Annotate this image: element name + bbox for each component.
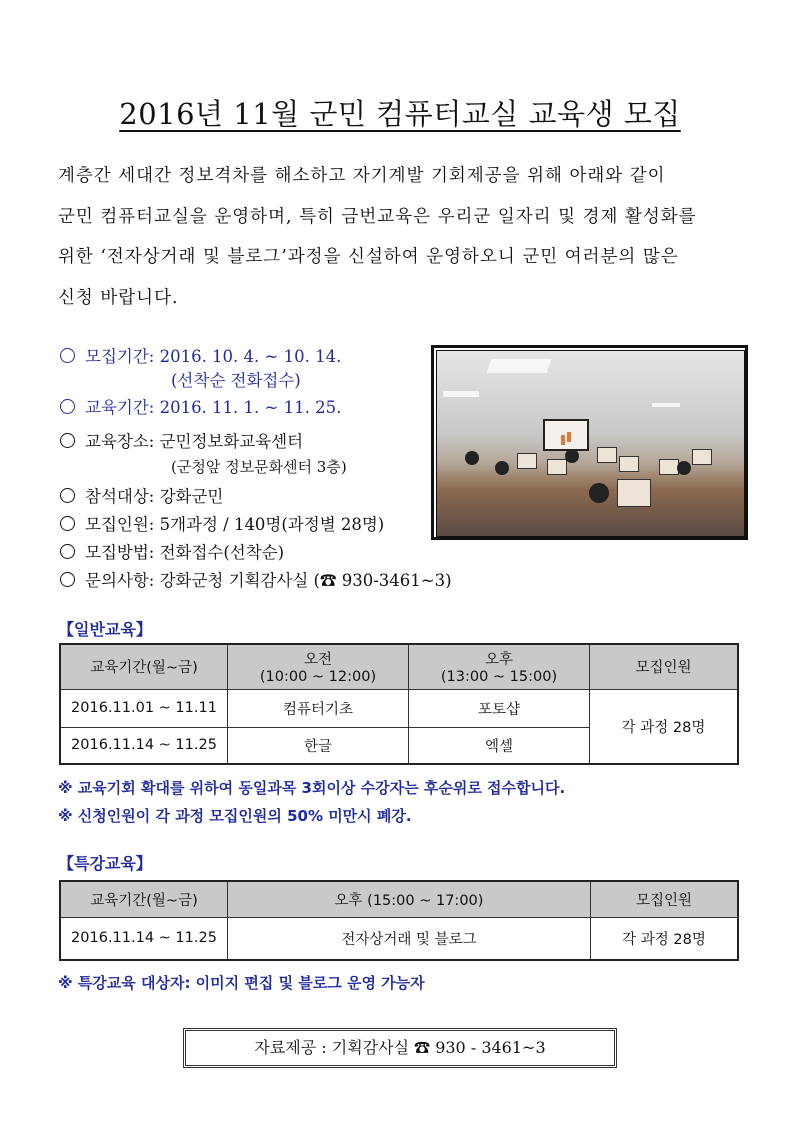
special-schedule-table — [59, 880, 739, 961]
header-afternoon: 오후 (13:00 ~ 15:00) — [409, 644, 590, 689]
footer-source-box — [183, 1028, 617, 1068]
info-contact: 문의사항: 강화군청 기획감사실 (☎ 930-3461~3) — [60, 567, 452, 591]
header-capacity: 모집인원 — [591, 881, 739, 917]
cell-morning-course: 컴퓨터기초 — [228, 689, 409, 727]
general-note-repeat: ※ 교육기회 확대를 위하여 동일과목 3회이상 수강자는 후순위로 접수합니다. — [58, 779, 566, 797]
intro-paragraph — [58, 156, 758, 318]
header-afternoon: 오후 (15:00 ~ 17:00) — [228, 881, 591, 917]
circle-bullet-icon — [60, 572, 75, 587]
info-recruit-note: (선착순 전화접수) — [171, 371, 301, 390]
header-period: 교육기간(월~금) — [60, 881, 228, 917]
header-morning: 오전 (10:00 ~ 12:00) — [228, 644, 409, 689]
info-capacity: 모집인원: 5개과정 / 140명(과정별 28명) — [60, 511, 384, 535]
cell-course: 전자상거래 및 블로그 — [228, 917, 591, 960]
cell-afternoon-course: 포토샵 — [409, 689, 590, 727]
intro-line: 신청 바랍니다. — [58, 287, 179, 308]
classroom-photo-image — [436, 350, 745, 537]
intro-line: 군민 컴퓨터교실을 운영하며, 특히 금번교육은 우리군 일자리 및 경제 활성화를 — [58, 206, 697, 227]
circle-bullet-icon — [60, 433, 75, 448]
info-location: 교육장소: 군민정보화교육센터 — [60, 428, 303, 452]
table-row — [60, 917, 738, 960]
cell-capacity: 각 과정 28명 — [590, 689, 739, 764]
general-note-cancel: ※ 신청인원이 각 과정 모집인원의 50% 미만시 폐강. — [58, 807, 412, 825]
special-note: ※ 특강교육 대상자: 이미지 편집 및 블로그 운영 가능자 — [58, 974, 425, 992]
circle-bullet-icon — [60, 488, 75, 503]
header-capacity: 모집인원 — [590, 644, 739, 689]
cell-period: 2016.11.14 ~ 11.25 — [60, 727, 228, 764]
page-title: 2016년 11월 군민 컴퓨터교실 교육생 모집 — [119, 97, 681, 131]
circle-bullet-icon — [60, 348, 75, 363]
intro-line: 위한 ‘전자상거래 및 블로그’과정을 신설하여 운영하오니 군민 여러분의 많은 — [58, 247, 679, 267]
circle-bullet-icon — [60, 544, 75, 559]
cell-morning-course: 한글 — [228, 727, 409, 764]
info-location-detail: (군청앞 정보문화센터 3층) — [171, 458, 347, 476]
cell-afternoon-course: 엑셀 — [409, 727, 590, 764]
special-section-heading: 【특강교육】 — [58, 854, 152, 873]
intro-line: 계층간 세대간 정보격차를 해소하고 자기계발 기회제공을 위해 아래와 같이 — [58, 166, 666, 186]
general-section-heading: 【일반교육】 — [58, 620, 152, 639]
info-edu-period: 교육기간: 2016. 11. 1. ~ 11. 25. — [60, 394, 341, 418]
cell-period: 2016.11.01 ~ 11.11 — [60, 689, 228, 727]
header-period: 교육기간(월~금) — [60, 644, 228, 689]
circle-bullet-icon — [60, 516, 75, 531]
circle-bullet-icon — [60, 399, 75, 414]
cell-period: 2016.11.14 ~ 11.25 — [60, 917, 228, 960]
info-method: 모집방법: 전화접수(선착순) — [60, 539, 284, 563]
info-target: 참석대상: 강화군민 — [60, 483, 223, 507]
info-recruit-period: 모집기간: 2016. 10. 4. ~ 10. 14. — [60, 343, 341, 367]
table-row — [60, 689, 738, 727]
table-header-row — [60, 881, 738, 917]
classroom-photo — [431, 345, 748, 540]
table-header-row — [60, 644, 738, 689]
cell-capacity: 각 과정 28명 — [591, 917, 739, 960]
footer-source-text: 자료제공 : 기획감사실 ☎ 930 - 3461~3 — [254, 1038, 546, 1057]
general-schedule-table — [59, 643, 739, 765]
projector-screen — [543, 419, 589, 451]
